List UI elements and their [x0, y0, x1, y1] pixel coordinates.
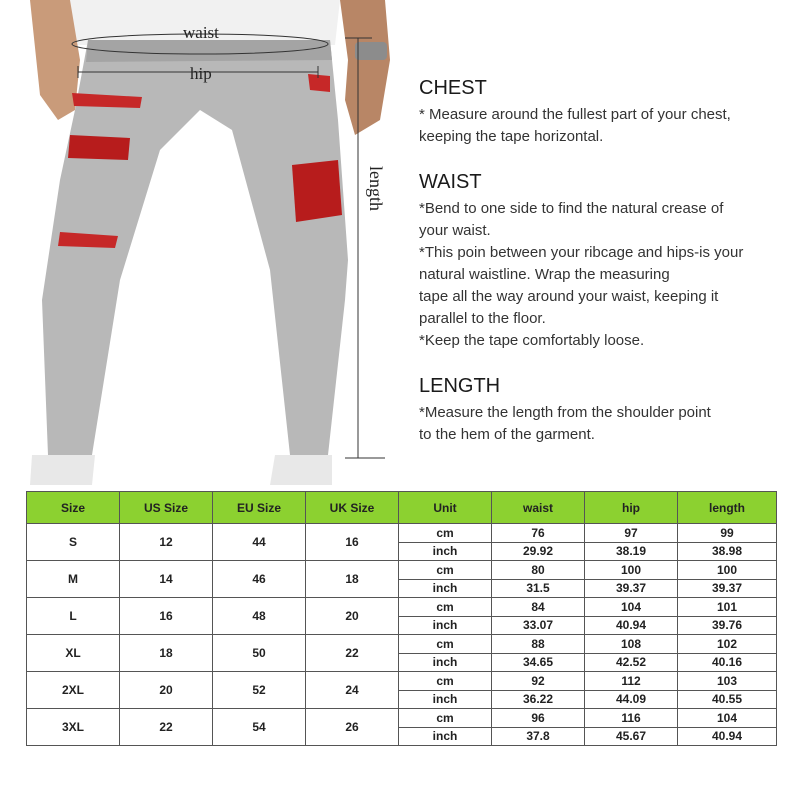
length-title: LENGTH	[419, 375, 501, 397]
cell-uk: 22	[306, 635, 399, 672]
header-us-size: US Size	[120, 492, 213, 524]
cell-eu: 52	[213, 672, 306, 709]
waist-label: waist	[183, 23, 219, 42]
waist-section	[419, 170, 789, 352]
cell-value: 97	[585, 524, 678, 543]
cell-unit: inch	[399, 579, 492, 598]
guide-line: parallel to the floor.	[419, 310, 546, 327]
cell-value: 36.22	[492, 690, 585, 709]
cell-uk: 24	[306, 672, 399, 709]
cell-value: 39.37	[585, 579, 678, 598]
cell-value: 88	[492, 635, 585, 654]
cell-value: 99	[678, 524, 777, 543]
cell-size: S	[27, 524, 120, 561]
left-shoe-shape	[30, 455, 95, 485]
guide-line: keeping the tape horizontal.	[419, 128, 604, 145]
cell-value: 31.5	[492, 579, 585, 598]
cell-value: 104	[585, 598, 678, 617]
cell-value: 38.19	[585, 542, 678, 561]
cell-unit: cm	[399, 524, 492, 543]
guide-line: natural waistline. Wrap the measuring	[419, 266, 670, 283]
guide-line: * Measure around the fullest part of your chest,	[419, 106, 731, 123]
table-header-row	[27, 492, 777, 524]
guide-line: your waist.	[419, 222, 491, 239]
cell-value: 40.55	[678, 690, 777, 709]
cell-value: 80	[492, 561, 585, 580]
guide-line: *This poin between your ribcage and hips-is your	[419, 244, 744, 261]
header-hip: hip	[585, 492, 678, 524]
cell-value: 116	[585, 709, 678, 728]
cell-value: 37.8	[492, 727, 585, 746]
guide-line: to the hem of the garment.	[419, 426, 595, 443]
table-row	[27, 672, 777, 691]
guide-line: *Bend to one side to find the natural crease of	[419, 200, 724, 217]
cell-us: 20	[120, 672, 213, 709]
cell-uk: 18	[306, 561, 399, 598]
header-unit: Unit	[399, 492, 492, 524]
cell-value: 44.09	[585, 690, 678, 709]
cell-eu: 54	[213, 709, 306, 746]
cell-unit: cm	[399, 561, 492, 580]
cell-value: 103	[678, 672, 777, 691]
size-chart-table	[26, 491, 777, 746]
cell-unit: cm	[399, 635, 492, 654]
guide-line: *Measure the length from the shoulder point	[419, 404, 711, 421]
cell-us: 18	[120, 635, 213, 672]
cell-value: 29.92	[492, 542, 585, 561]
cell-value: 92	[492, 672, 585, 691]
table-row	[27, 635, 777, 654]
cell-value: 33.07	[492, 616, 585, 635]
cell-unit: inch	[399, 616, 492, 635]
header-uk-size: UK Size	[306, 492, 399, 524]
cell-value: 42.52	[585, 653, 678, 672]
cell-size: 2XL	[27, 672, 120, 709]
cell-value: 108	[585, 635, 678, 654]
cell-unit: inch	[399, 542, 492, 561]
cell-unit: inch	[399, 653, 492, 672]
cell-value: 39.76	[678, 616, 777, 635]
cell-us: 16	[120, 598, 213, 635]
cell-value: 96	[492, 709, 585, 728]
table-body	[27, 524, 777, 746]
cell-value: 45.67	[585, 727, 678, 746]
patch-2	[68, 135, 130, 160]
cell-size: XL	[27, 635, 120, 672]
cell-value: 104	[678, 709, 777, 728]
cell-size: L	[27, 598, 120, 635]
cell-unit: inch	[399, 690, 492, 709]
cell-value: 100	[678, 561, 777, 580]
cell-value: 102	[678, 635, 777, 654]
watch-shape	[355, 42, 387, 60]
guide-line: *Keep the tape comfortably loose.	[419, 332, 645, 349]
patch-4	[292, 160, 342, 222]
cell-value: 101	[678, 598, 777, 617]
cell-value: 40.94	[678, 727, 777, 746]
cell-unit: cm	[399, 709, 492, 728]
waist-title: WAIST	[419, 171, 482, 193]
cell-unit: inch	[399, 727, 492, 746]
header-eu-size: EU Size	[213, 492, 306, 524]
chest-title: CHEST	[419, 77, 487, 99]
table-row	[27, 709, 777, 728]
cell-eu: 50	[213, 635, 306, 672]
table-row	[27, 524, 777, 543]
table-row	[27, 561, 777, 580]
length-label: length	[366, 166, 386, 211]
cell-value: 112	[585, 672, 678, 691]
cell-eu: 44	[213, 524, 306, 561]
measurement-guide	[419, 76, 789, 468]
cell-unit: cm	[399, 672, 492, 691]
header-size: Size	[27, 492, 120, 524]
cell-us: 14	[120, 561, 213, 598]
cell-value: 84	[492, 598, 585, 617]
cell-size: 3XL	[27, 709, 120, 746]
cell-uk: 16	[306, 524, 399, 561]
cell-value: 76	[492, 524, 585, 543]
cell-uk: 20	[306, 598, 399, 635]
cell-uk: 26	[306, 709, 399, 746]
header-waist: waist	[492, 492, 585, 524]
cell-us: 22	[120, 709, 213, 746]
guide-line: tape all the way around your waist, keeping it	[419, 288, 719, 305]
cell-size: M	[27, 561, 120, 598]
length-section	[419, 374, 789, 446]
cell-us: 12	[120, 524, 213, 561]
right-shoe-shape	[270, 455, 332, 485]
chest-section	[419, 76, 789, 148]
header-length: length	[678, 492, 777, 524]
cell-value: 40.16	[678, 653, 777, 672]
cell-value: 38.98	[678, 542, 777, 561]
cell-value: 100	[585, 561, 678, 580]
cell-unit: cm	[399, 598, 492, 617]
cell-value: 34.65	[492, 653, 585, 672]
cell-eu: 46	[213, 561, 306, 598]
patch-5	[308, 74, 330, 92]
cell-value: 40.94	[585, 616, 678, 635]
cell-eu: 48	[213, 598, 306, 635]
table-row	[27, 598, 777, 617]
cell-value: 39.37	[678, 579, 777, 598]
hip-label: hip	[190, 64, 212, 83]
